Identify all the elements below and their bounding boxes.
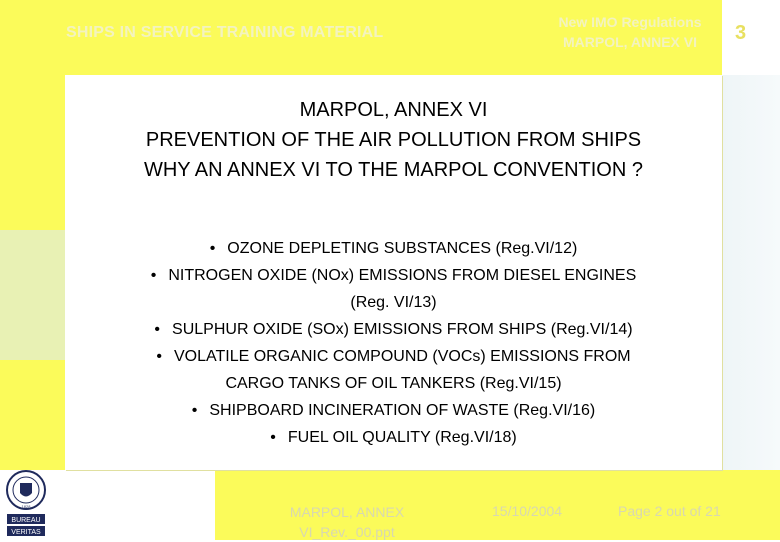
bullet-dot: • [156, 348, 162, 365]
bullet-item [65, 316, 722, 343]
title-line-1: MARPOL, ANNEX VI [299, 99, 488, 121]
bullet-text-continued: CARGO TANKS OF OIL TANKERS (Reg.VI/15) [225, 375, 562, 392]
footer-date: 15/10/2004 [492, 503, 563, 519]
bullet-text: SHIPBOARD INCINERATION OF WASTE (Reg.VI/16) [209, 402, 596, 419]
footer-filename [262, 502, 432, 542]
svg-text:VERITAS: VERITAS [11, 529, 41, 536]
bureau-veritas-logo [4, 468, 48, 538]
title-line-2: PREVENTION OF THE AIR POLLUTION FROM SHIPS [145, 129, 642, 151]
bullet-item [65, 343, 722, 397]
svg-text:1828: 1828 [21, 504, 31, 509]
title-line-3: WHY AN ANNEX VI TO THE MARPOL CONVENTION ? [143, 159, 643, 181]
bullet-dot: • [270, 429, 276, 446]
bullet-item [65, 397, 722, 424]
footer-filename-line2: VI_Rev._00.ppt [299, 524, 395, 540]
bullet-item [65, 262, 722, 316]
bullet-text-continued: (Reg. VI/13) [350, 294, 437, 311]
bullet-text: NITROGEN OXIDE (NOx) EMISSIONS FROM DIESEL ENGINES [168, 267, 637, 284]
bullet-dot: • [191, 402, 198, 419]
header-regulation-line2: MARPOL, ANNEX VI [562, 34, 698, 50]
bullet-dot: • [154, 321, 161, 338]
right-watermark [722, 75, 780, 470]
right-strip [722, 0, 780, 75]
bullet-item [65, 235, 722, 262]
bullet-dot: • [209, 240, 216, 257]
header-training-title: SHIPS IN SERVICE TRAINING MATERIAL [66, 24, 384, 41]
slide-content [65, 75, 722, 470]
bullet-text: OZONE DEPLETING SUBSTANCES (Reg.VI/12) [227, 240, 578, 257]
bullet-text: FUEL OIL QUALITY (Reg.VI/18) [287, 429, 517, 446]
slide-number: 3 [735, 22, 747, 44]
header-regulation-title [530, 12, 730, 52]
bullet-text: SULPHUR OXIDE (SOx) EMISSIONS FROM SHIPS (Reg.VI/14) [172, 321, 633, 338]
bullet-item [65, 424, 722, 451]
bullet-list [65, 235, 722, 451]
bullet-text: VOLATILE ORGANIC COMPOUND (VOCs) EMISSIONS FROM [173, 348, 631, 365]
left-watermark [0, 230, 65, 360]
header-regulation-line1: New IMO Regulations [558, 14, 702, 30]
slide-title [65, 95, 722, 185]
svg-text:BUREAU: BUREAU [11, 517, 41, 524]
footer-page-count: Page 2 out of 21 [618, 503, 721, 519]
footer-filename-line1: MARPOL, ANNEX [289, 504, 405, 520]
bullet-dot: • [150, 267, 157, 284]
